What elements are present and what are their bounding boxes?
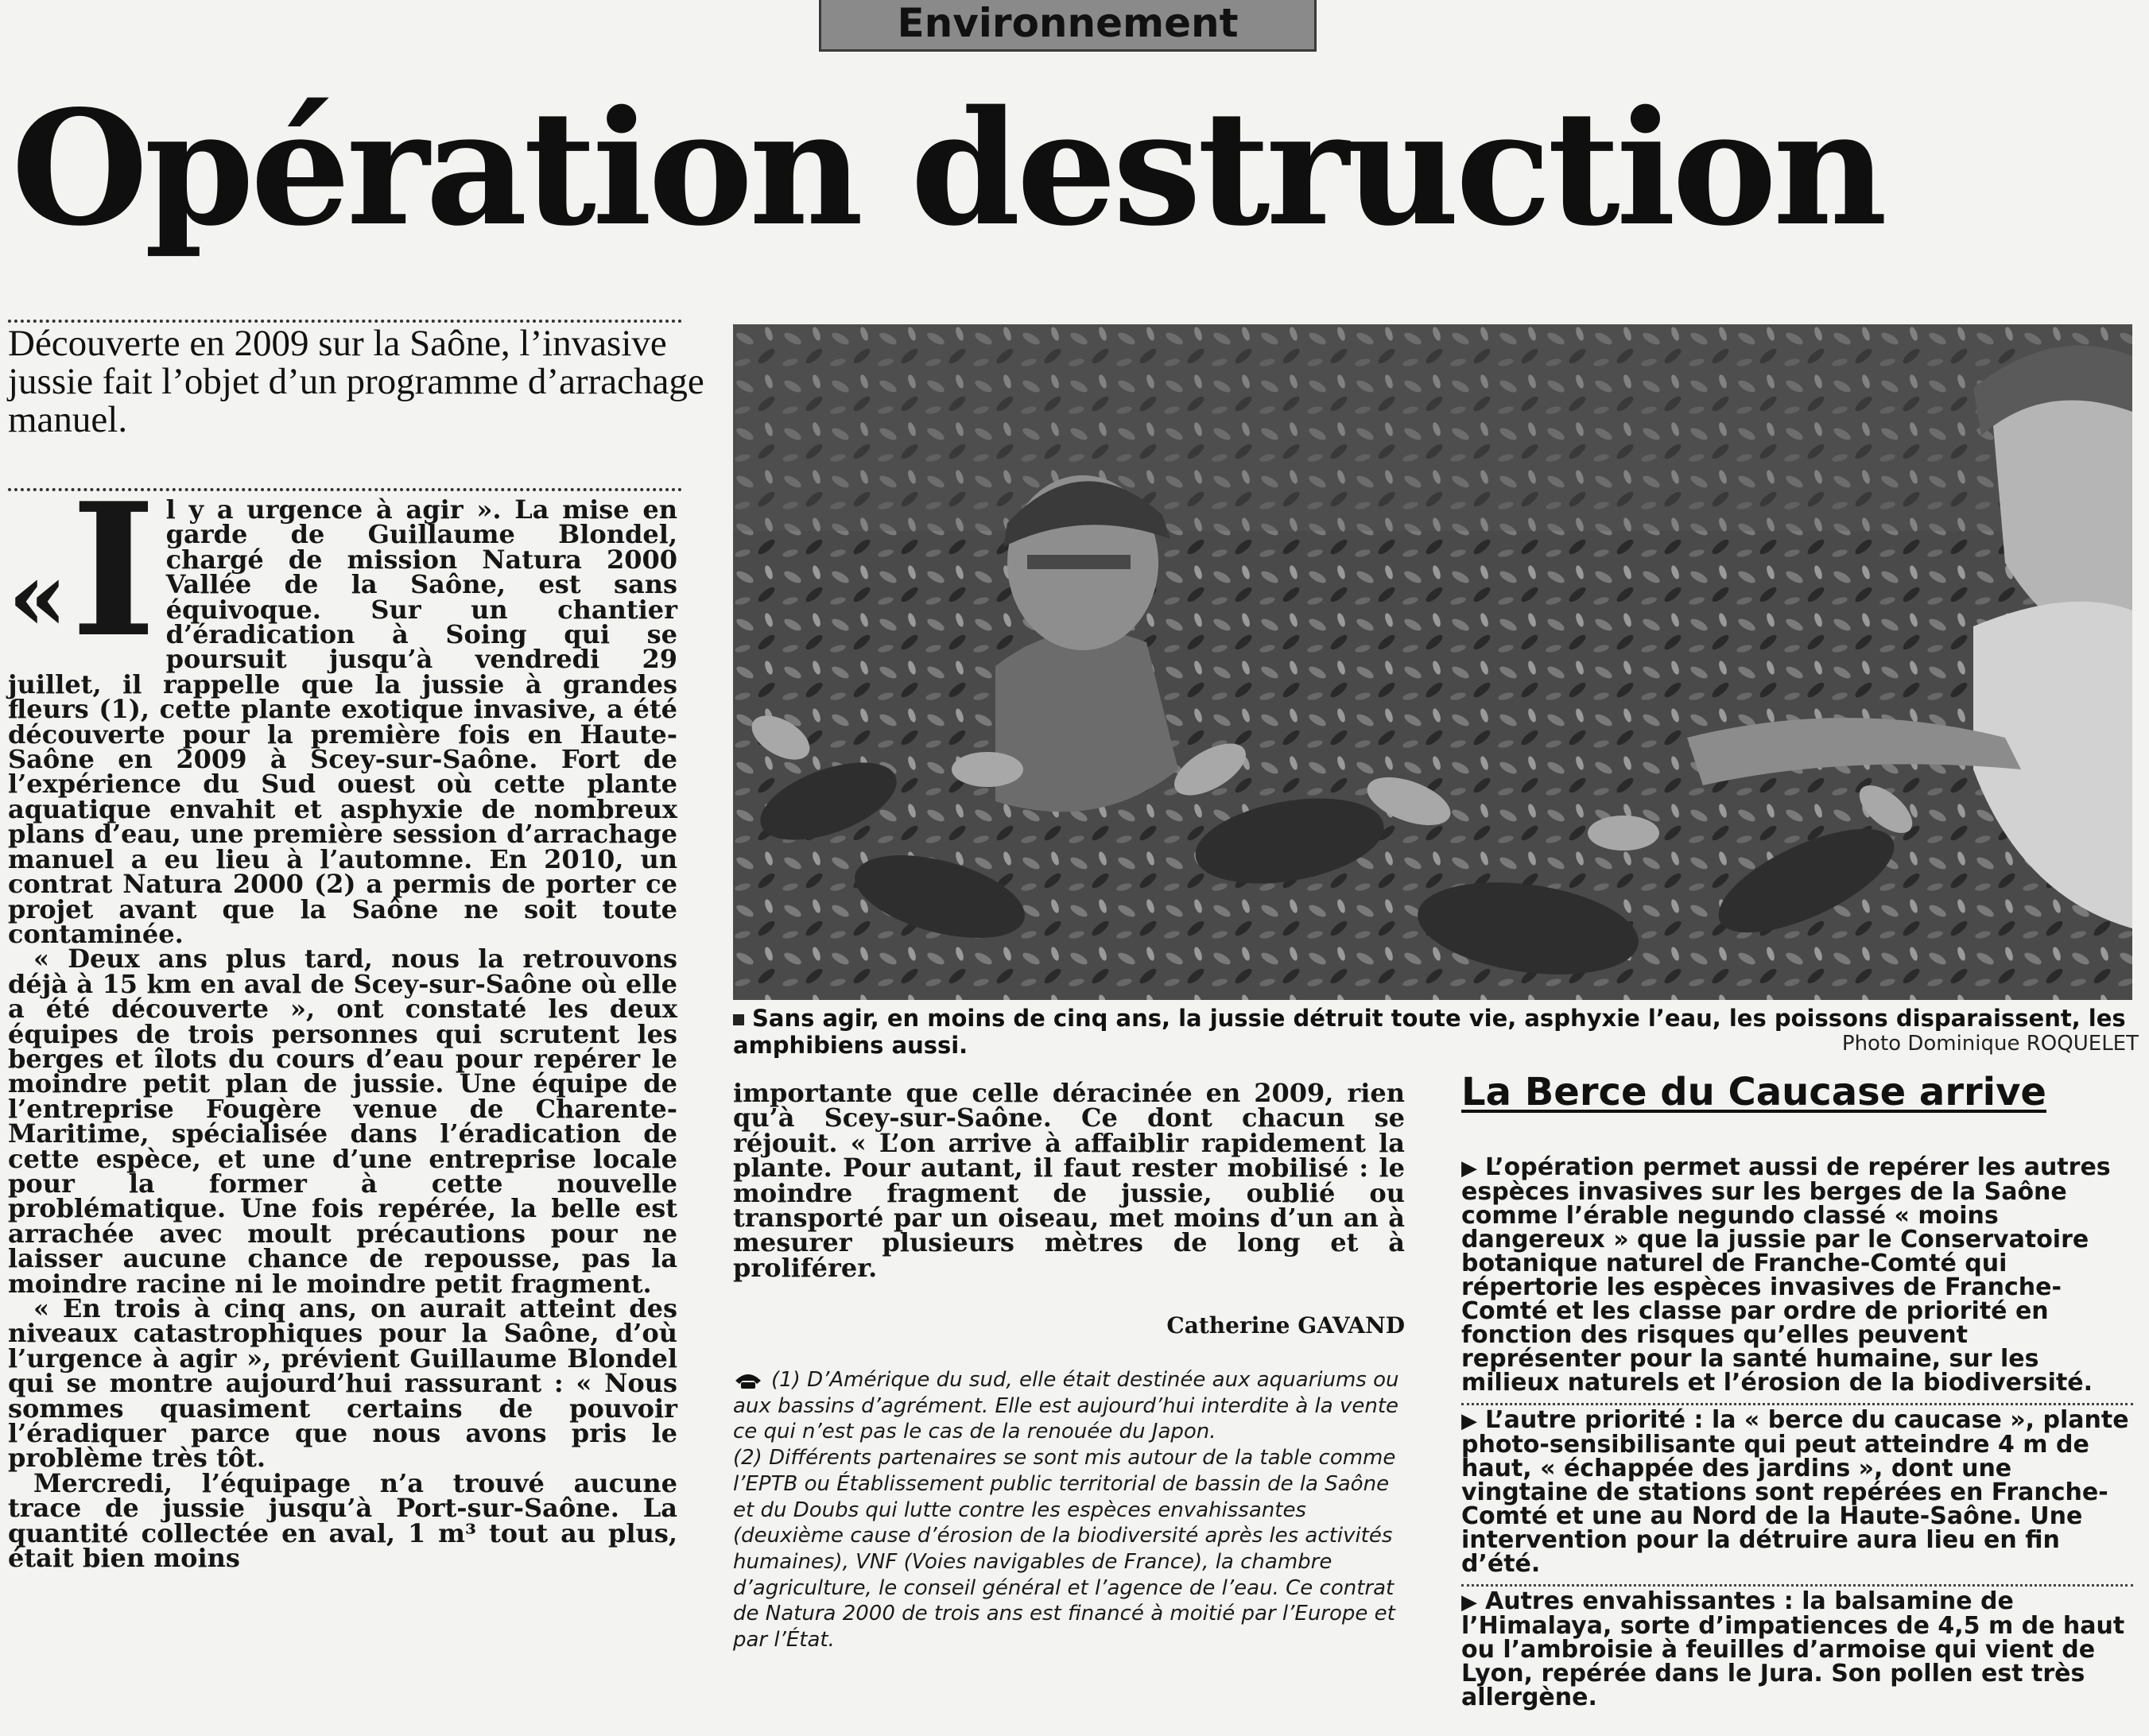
- photo-credit: Photo Dominique ROQUELET: [1841, 1032, 2139, 1056]
- article-photo: [733, 324, 2132, 1000]
- sidebar-item-text: Autres envahissantes : la balsamine de l’Himalaya, sorte d’impatiences de 4,5 m de haut ou l’ambroisie à feuilles d’armoise qui vient de Lyon, repérée dans le Jura. Son pollen est très allergène.: [1461, 1587, 2125, 1711]
- article-paragraph: « En trois à cinq ans, on aurait atteint des niveaux catastrophiques pour la Saône, d’où l’urgence à agir », prévient Guillaume Blondel qui se montre aujourd’hui rassurant : « Nous sommes quasiment certains de pouvoir l’éradiquer parce que nous avons pris le problème très tôt.: [8, 1293, 677, 1474]
- footnote-1-text: (1) D’Amérique du sud, elle était destinée aux aquariums ou aux bassins d’agrément. Elle est aujourd’hui interdite à la vente ce qui n’est pas le cas de la renouée du Japon.: [733, 1368, 1399, 1444]
- article-paragraph: importante que celle déracinée en 2009, rien qu’à Scey-sur-Saône. Ce dont chacun se réjouit. « L’on arrive à affaiblir rapidement la plante. Pour autant, il faut rester mobilisé : le moindre fragment de jussie, oublié ou transporté par un oiseau, met moins d’un an à mesurer plusieurs mètres de long et à proliférer.: [733, 1078, 1405, 1283]
- sidebar-item: [1461, 1405, 2133, 1587]
- headline: Opération destruction: [11, 76, 1884, 261]
- dropcap: I: [71, 463, 157, 678]
- sidebar-title: La Berce du Caucase arrive: [1461, 1070, 2046, 1114]
- footnote-1: [733, 1367, 1409, 1445]
- chapo: Découverte en 2009 sur la Saône, l’invasive jussie fait l’objet d’un programme d’arrachage manuel.: [8, 323, 704, 440]
- section-rubric: Environnement: [819, 0, 1317, 52]
- sidebar-item: [1461, 1153, 2133, 1405]
- photo-illustration: [733, 324, 2132, 1000]
- footnotes: [733, 1367, 1409, 1653]
- triangle-bullet-icon: ▶: [1461, 1157, 1477, 1180]
- footnote-2: (2) Différents partenaires se sont mis autour de la table comme l’EPTB ou Établissement public territorial de bassin de la Saône et du Doubs qui lutte contre les espèces envahissantes (deuxième cause d’érosion de la biodiversité après les activités humaines), VNF (Voies navigables de France), la chambre d’agriculture, le conseil général et l’agence de l’eau. Ce contrat de Natura 2000 de trois ans est financé à moitié par l’Europe et par l’État.: [733, 1446, 1396, 1653]
- article-column-2: [733, 1078, 1405, 1312]
- dropcap-block: [8, 463, 157, 678]
- sidebar-item-text: L’opération permet aussi de repérer les autres espèces invasives sur les berges de la Saône comme l’érable negundo classé « moins dangereux » que la jussie par le Conservatoire botanique naturel de Franche-Comté qui répertorie les espèces invasives de Franche-Comté et les classe par ordre de priorité en fonction des risques qu’elles peuvent représenter pour la santé humaine, sur les milieux naturels et l’érosion de la biodiversité.: [1461, 1153, 2111, 1397]
- author-signature: Catherine GAVAND: [1166, 1312, 1405, 1339]
- sidebar-item: [1461, 1587, 2133, 1718]
- sidebar-item-text: L’autre priorité : la « berce du caucase », plante photo-sensibilisante qui peut atteindre 4 m de haut, « échappée des jardins », dont une vingtaine de stations sont repérées en Franche-Comté et une au Nord de la Haute-Saône. Une intervention pour la détruire aura lieu en fin d’été.: [1461, 1406, 2129, 1578]
- article-column-1: [8, 463, 677, 1734]
- triangle-bullet-icon: ▶: [1461, 1591, 1477, 1614]
- phone-icon: [733, 1371, 763, 1390]
- triangle-bullet-icon: ▶: [1461, 1409, 1477, 1433]
- article-lead-paragraph: l y a urgence à agir ». La mise en garde de Guillaume Blondel, chargé de mission Natura 2000 Vallée de la Saône, est sans équivoque. Sur un chantier d’éradication à Soing qui se poursuit jusqu’à vendredi 29 juillet, il rappelle que la jussie à grandes fleurs (1), cette plante exotique invasive, a été découverte pour la première fois en Haute-Saône en 2009 à Scey-sur-Saône. Fort de l’expérience du Sud ouest où cette plante aquatique envahit et asphyxie de nombreux plans d’eau, une première session d’arrachage manuel a eu lieu à l’automne. En 2010, un contrat Natura 2000 (2) a permis de porter ce projet avant que la Saône ne soit toute contaminée.: [8, 494, 677, 949]
- sidebar-box: [1461, 1153, 2133, 1718]
- article-paragraph: Mercredi, l’équipage n’a trouvé aucune trace de jussie jusqu’à Port-sur-Saône. La quantité collectée en aval, 1 m³ tout au plus, était bien moins: [8, 1467, 677, 1574]
- caption-bullet-icon: [733, 1014, 744, 1025]
- caption-text: Sans agir, en moins de cinq ans, la jussie détruit toute vie, asphyxie l’eau, les poissons disparaissent, les amphibiens aussi.: [733, 1005, 2126, 1059]
- article-paragraph: « Deux ans plus tard, nous la retrouvons déjà à 15 km en aval de Scey-sur-Saône où elle a été découverte », ont constaté les deux équipes de trois personnes qui scrutent les berges et îlots du cours d’eau pour repérer le moindre petit plan de jussie. Une équipe de l’entreprise Fougère venue de Charente-Maritime, spécialisée dans l’éradication de cette espèce, et une d’une entreprise locale pour la former à cette nouvelle problématique. Une fois repérée, la belle est arrachée avec moult précautions pour ne laisser aucune chance de repousse, pas la moindre racine ni le moindre petit fragment.: [8, 944, 677, 1299]
- opening-quote: «: [8, 541, 68, 653]
